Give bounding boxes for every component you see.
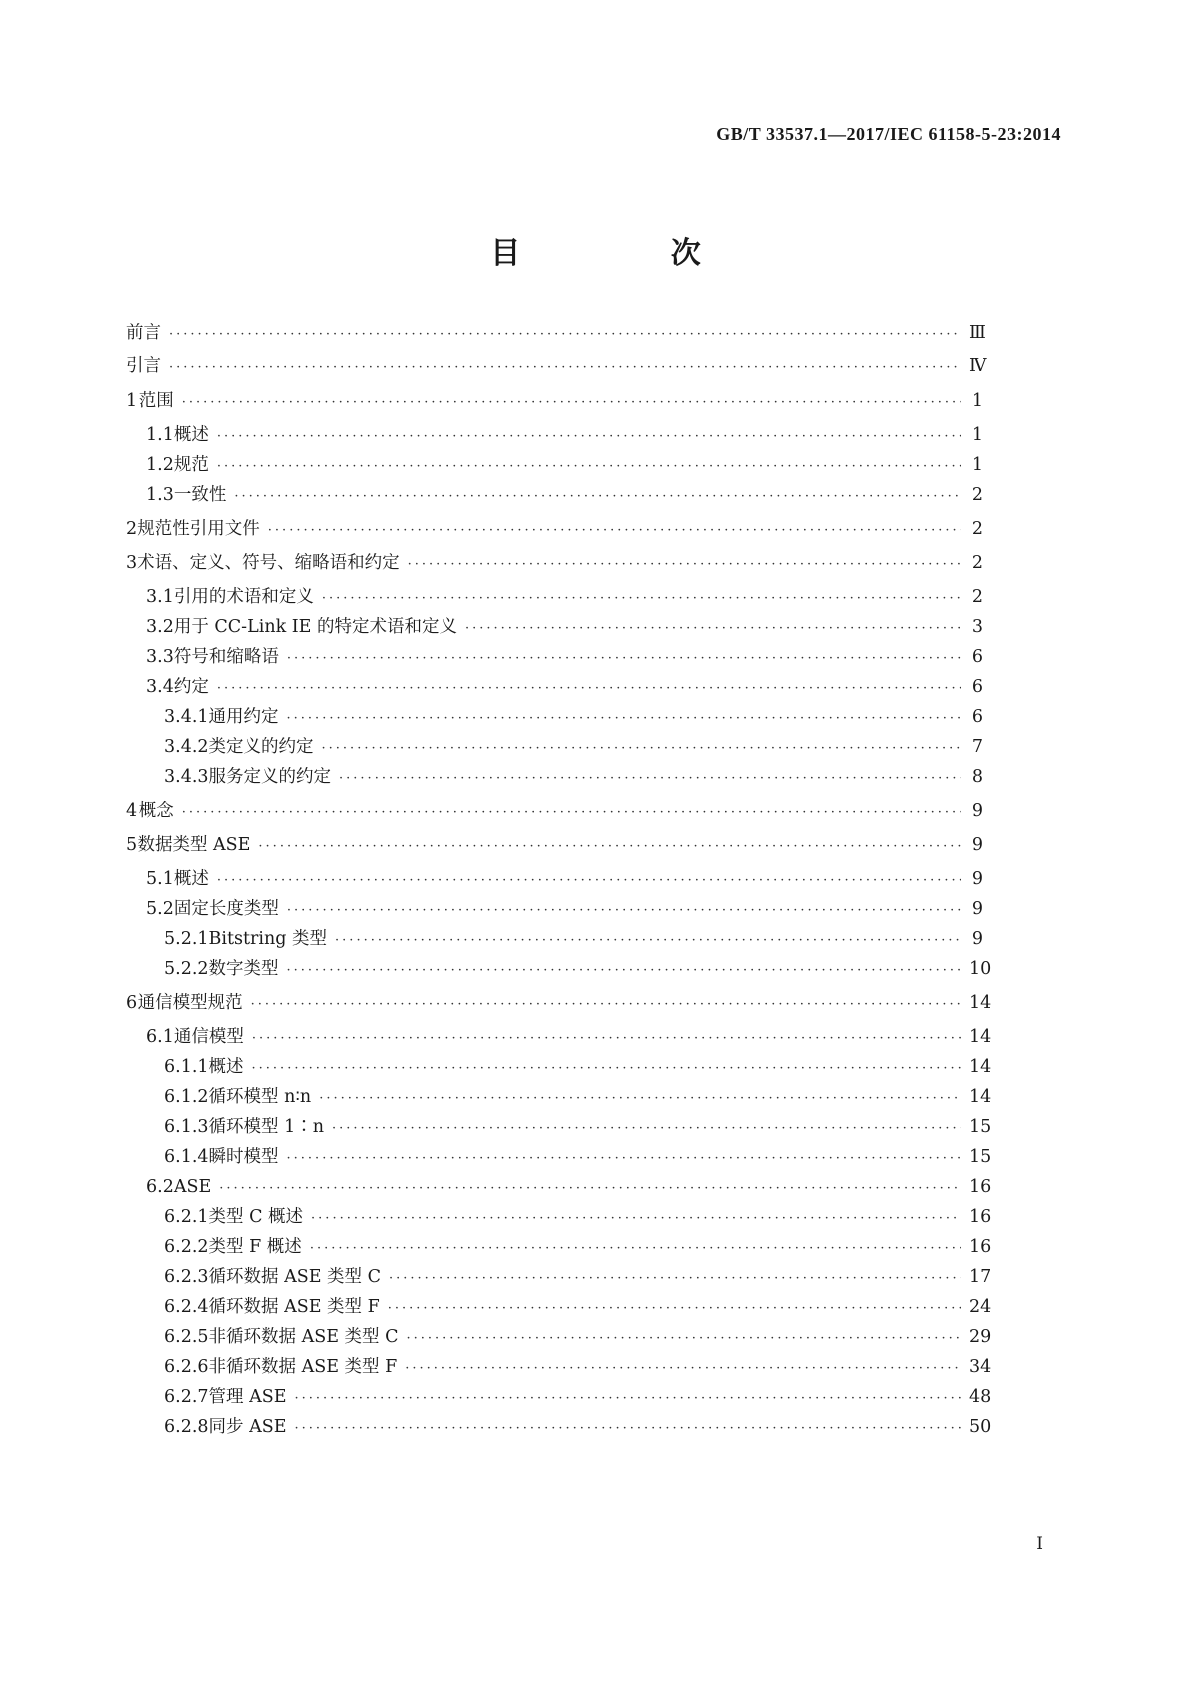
toc-entry[interactable] — [146, 483, 983, 507]
toc-entry-number: 3.4 — [146, 677, 174, 697]
toc-entry-label: 范围 — [138, 391, 174, 411]
toc-entry-page: 50 — [969, 1417, 992, 1437]
dot-leader — [217, 869, 961, 893]
dot-leader — [389, 1267, 961, 1291]
toc-entry-label: 前言 — [126, 323, 161, 343]
toc-entry-number: 2 — [126, 519, 138, 539]
toc-entry-number: 4 — [126, 801, 138, 821]
dot-leader — [310, 1237, 961, 1261]
dot-leader — [287, 707, 961, 731]
toc-entry-label: 循环数据 ASE 类型 F — [208, 1297, 380, 1317]
toc-entry-label: 同步 ASE — [208, 1417, 287, 1437]
toc-entry-number: 6.2.1 — [164, 1207, 209, 1227]
toc-entry[interactable] — [146, 1025, 992, 1049]
toc-entry-number: 6.1.2 — [164, 1087, 209, 1107]
toc-entry-label: 用于 CC-Link IE 的特定术语和定义 — [173, 617, 458, 637]
toc-entry-page: 17 — [969, 1267, 992, 1287]
toc-entry-page: 6 — [971, 707, 983, 727]
dot-leader — [295, 1417, 962, 1441]
toc-entry-label: 固定长度类型 — [173, 899, 279, 919]
toc-entry-page: 2 — [971, 553, 983, 573]
dot-leader — [465, 617, 961, 641]
toc-entry-number: 6.2.6 — [164, 1357, 209, 1377]
toc-entry-label: 管理 ASE — [208, 1387, 287, 1407]
dot-leader — [169, 356, 961, 380]
toc-entry[interactable] — [126, 991, 992, 1015]
toc-entry-page: 14 — [969, 1027, 992, 1047]
toc-entry-label: 服务定义的约定 — [208, 767, 332, 787]
toc-entry-label: 数字类型 — [208, 959, 279, 979]
toc-entry-number: 3.4.2 — [164, 737, 209, 757]
dot-leader — [258, 835, 961, 859]
toc-entry-number: 1 — [126, 391, 138, 411]
toc-entry-label: 通信模型 — [173, 1027, 244, 1047]
dot-leader — [332, 1117, 961, 1141]
toc-entry-label: 术语、定义、符号、缩略语和约定 — [137, 553, 400, 573]
dot-leader — [217, 677, 961, 701]
dot-leader — [182, 801, 961, 825]
toc-entry-page: 9 — [971, 801, 983, 821]
toc-entry-page: 2 — [971, 587, 983, 607]
toc-entry-label: 概述 — [208, 1057, 244, 1077]
toc-entry-label: 类型 C 概述 — [208, 1207, 304, 1227]
toc-entry[interactable] — [164, 1055, 992, 1079]
toc-entry[interactable] — [126, 389, 983, 413]
toc-entry-number: 6.2.5 — [164, 1327, 209, 1347]
toc-entry[interactable] — [164, 1415, 992, 1439]
toc-entry[interactable] — [164, 1115, 992, 1139]
toc-entry-number: 3.3 — [146, 647, 174, 667]
toc-entry-label: 通信模型规范 — [137, 993, 243, 1013]
toc-entry[interactable] — [146, 1175, 992, 1199]
dot-leader — [268, 519, 961, 543]
dot-leader — [287, 899, 961, 923]
toc-entry-page: 9 — [971, 929, 983, 949]
toc-entry-number: 6.2.8 — [164, 1417, 209, 1437]
toc-entry[interactable] — [126, 517, 983, 541]
toc-entry-number: 6.2.3 — [164, 1267, 209, 1287]
toc-entry-label: 类型 F 概述 — [208, 1237, 302, 1257]
toc-entry-page: 29 — [969, 1327, 992, 1347]
toc-entry[interactable] — [146, 453, 983, 477]
toc-entry[interactable] — [164, 1385, 992, 1409]
dot-leader — [339, 767, 961, 791]
toc-entry-number: 3.1 — [146, 587, 174, 607]
toc-entry-page: 48 — [969, 1387, 992, 1407]
toc-entry[interactable] — [164, 705, 983, 729]
dot-leader — [388, 1297, 961, 1321]
toc-entry[interactable] — [164, 1085, 992, 1109]
toc-entry-number: 6.1.1 — [164, 1057, 209, 1077]
dot-leader — [287, 959, 961, 983]
toc-entry-page: 14 — [969, 993, 992, 1013]
toc-entry-label: ASE — [173, 1177, 212, 1197]
toc-entry[interactable] — [146, 897, 983, 921]
toc-entry[interactable] — [126, 321, 986, 345]
toc-entry-page: 7 — [971, 737, 983, 757]
toc-entry-page: 2 — [971, 519, 983, 539]
toc-entry-page: 8 — [971, 767, 983, 787]
toc-entry-label: 概念 — [138, 801, 174, 821]
toc-entry-label: 类定义的约定 — [208, 737, 314, 757]
toc-entry-page: Ⅲ — [969, 323, 986, 343]
toc-entry[interactable] — [164, 735, 983, 759]
toc-entry-page: 6 — [971, 647, 983, 667]
toc-entry-number: 6.2 — [146, 1177, 174, 1197]
toc-entry-page: 9 — [971, 869, 983, 889]
dot-leader — [287, 647, 961, 671]
toc-entry[interactable] — [126, 354, 987, 378]
dot-leader — [322, 737, 961, 761]
toc-entry-number: 3.4.1 — [164, 707, 209, 727]
toc-entry-label: 瞬时模型 — [208, 1147, 279, 1167]
dot-leader — [251, 993, 961, 1017]
toc-entry-page: 1 — [971, 455, 983, 475]
toc-entry-label: 循环模型 n∶n — [208, 1087, 312, 1107]
dot-leader — [295, 1387, 962, 1411]
toc-entry-number: 5 — [126, 835, 138, 855]
dot-leader — [169, 323, 961, 347]
toc-entry-number: 6.1 — [146, 1027, 174, 1047]
toc-entry-label: 引言 — [126, 356, 161, 376]
toc-entry-label: 引用的术语和定义 — [173, 587, 314, 607]
dot-leader — [335, 929, 961, 953]
dot-leader — [287, 1147, 961, 1171]
toc-entry[interactable] — [146, 675, 983, 699]
toc-entry-label: 循环数据 ASE 类型 C — [208, 1267, 382, 1287]
toc-entry-number: 3.2 — [146, 617, 174, 637]
toc-entry[interactable] — [164, 957, 992, 981]
dot-leader — [217, 455, 961, 479]
toc-entry[interactable] — [146, 585, 983, 609]
toc-entry[interactable] — [164, 1325, 992, 1349]
toc-entry-page: Ⅳ — [969, 356, 987, 376]
toc-entry-label: 概述 — [173, 425, 209, 445]
toc-entry[interactable] — [146, 867, 983, 891]
toc-entry-page: 2 — [971, 485, 983, 505]
dot-leader — [322, 587, 961, 611]
toc-entry-page: 16 — [969, 1237, 992, 1257]
toc-entry-label: 非循环数据 ASE 类型 F — [208, 1357, 398, 1377]
page-number: I — [1036, 1534, 1043, 1554]
toc-entry-label: 通用约定 — [208, 707, 279, 727]
toc-entry-page: 14 — [969, 1087, 992, 1107]
toc-entry-page: 24 — [969, 1297, 992, 1317]
toc-entry-page: 15 — [969, 1117, 992, 1137]
dot-leader — [182, 391, 961, 415]
toc-entry[interactable] — [126, 799, 983, 823]
toc-entry[interactable] — [164, 1145, 992, 1169]
toc-entry-label: 约定 — [173, 677, 209, 697]
toc-entry-page: 1 — [971, 425, 983, 445]
toc-entry-number: 1.2 — [146, 455, 174, 475]
toc-entry-page: 16 — [969, 1177, 992, 1197]
toc-entry-number: 6.1.4 — [164, 1147, 209, 1167]
toc-entry-number: 6 — [126, 993, 138, 1013]
toc-entry[interactable] — [164, 1235, 992, 1259]
toc-entry[interactable] — [126, 833, 983, 857]
toc-entry-page: 1 — [971, 391, 983, 411]
toc-entry-number: 1.3 — [146, 485, 174, 505]
toc-entry-page: 6 — [971, 677, 983, 697]
toc-entry-label: 循环模型 1∶n — [208, 1117, 324, 1137]
toc-entry-number: 5.1 — [146, 869, 174, 889]
dot-leader — [252, 1027, 961, 1051]
toc-entry-number: 5.2.1 — [164, 929, 209, 949]
toc-entry-number: 3.4.3 — [164, 767, 209, 787]
toc-entry-page: 34 — [969, 1357, 992, 1377]
toc-entry[interactable] — [164, 1205, 992, 1229]
toc-entry[interactable] — [164, 1295, 992, 1319]
dot-leader — [405, 1357, 961, 1381]
toc-entry-number: 5.2 — [146, 899, 174, 919]
toc-entry[interactable] — [126, 551, 983, 575]
toc-entry[interactable] — [164, 1355, 992, 1379]
toc-entry-page: 10 — [969, 959, 992, 979]
toc-entry-number: 5.2.2 — [164, 959, 209, 979]
toc-entry-label: 符号和缩略语 — [173, 647, 279, 667]
toc-entry-page: 16 — [969, 1207, 992, 1227]
dot-leader — [319, 1087, 961, 1111]
dot-leader — [407, 1327, 961, 1351]
toc-entry-label: 数据类型 ASE — [137, 835, 251, 855]
toc-entry-page: 9 — [971, 835, 983, 855]
toc-entry[interactable] — [164, 765, 983, 789]
toc-entry[interactable] — [146, 423, 983, 447]
toc-entry-number: 3 — [126, 553, 138, 573]
toc-title: 目 次 — [490, 236, 771, 271]
toc-entry-number: 6.2.7 — [164, 1387, 209, 1407]
dot-leader — [408, 553, 961, 577]
toc-entry[interactable] — [146, 615, 983, 639]
toc-entry[interactable] — [164, 1265, 992, 1289]
toc-entry-page: 14 — [969, 1057, 992, 1077]
toc-entry-label: 一致性 — [173, 485, 227, 505]
toc-entry-label: 规范 — [173, 455, 209, 475]
dot-leader — [252, 1057, 961, 1081]
toc-entry[interactable] — [164, 927, 983, 951]
toc-entry-label: 非循环数据 ASE 类型 C — [208, 1327, 399, 1347]
dot-leader — [234, 485, 961, 509]
toc-entry-number: 6.1.3 — [164, 1117, 209, 1137]
standard-code-header: GB/T 33537.1—2017/IEC 61158-5-23:2014 — [716, 124, 1061, 144]
toc-entry-number: 1.1 — [146, 425, 174, 445]
dot-leader — [217, 425, 961, 449]
toc-entry-number: 6.2.4 — [164, 1297, 209, 1317]
toc-entry-page: 3 — [971, 617, 983, 637]
toc-entry-label: 概述 — [173, 869, 209, 889]
dot-leader — [219, 1177, 961, 1201]
toc-entry-page: 15 — [969, 1147, 992, 1167]
toc-entry-page: 9 — [971, 899, 983, 919]
toc-entry-label: Bitstring 类型 — [208, 929, 328, 949]
toc-entry[interactable] — [146, 645, 983, 669]
toc-entry-label: 规范性引用文件 — [137, 519, 260, 539]
toc-entry-number: 6.2.2 — [164, 1237, 209, 1257]
dot-leader — [311, 1207, 961, 1231]
